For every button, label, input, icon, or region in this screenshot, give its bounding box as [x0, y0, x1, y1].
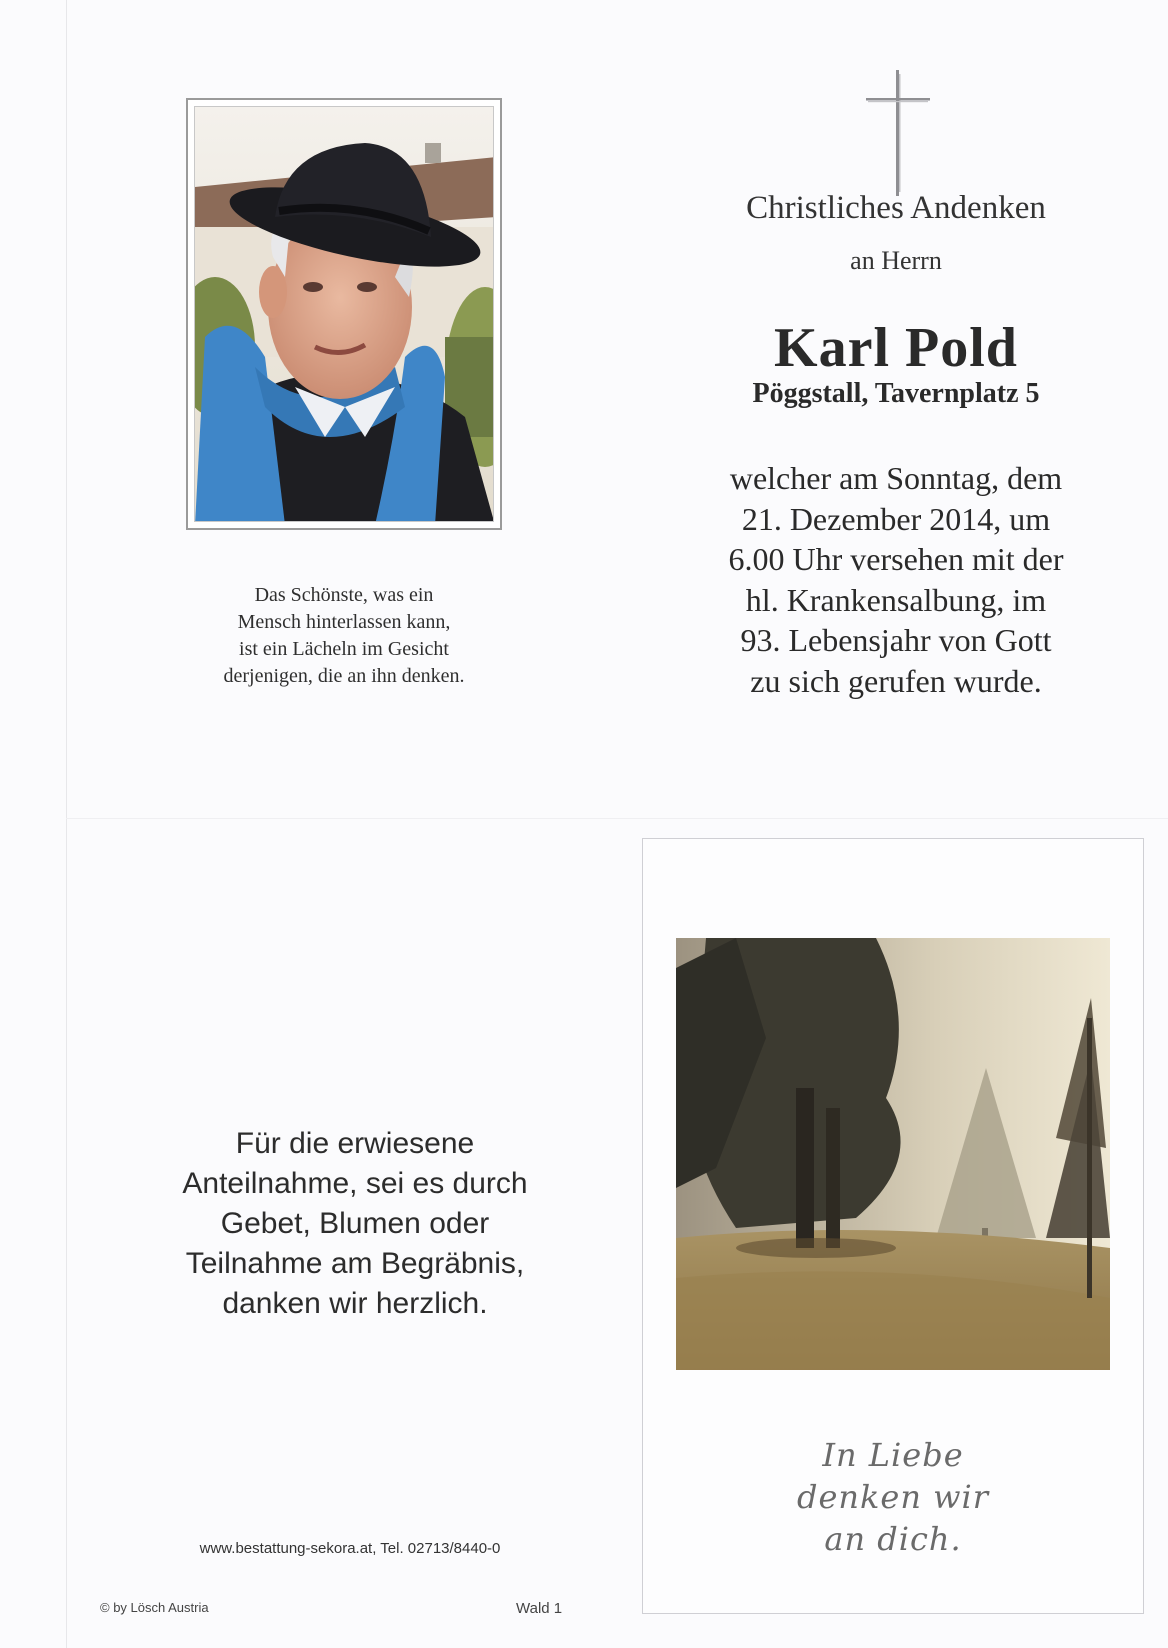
obituary-line: 21. Dezember 2014, um	[741, 500, 1051, 537]
thanks-line: Teilnahme am Begräbnis,	[185, 1247, 525, 1280]
quote-line: ist ein Lächeln im Gesicht	[239, 638, 449, 660]
obituary-text	[690, 458, 1102, 701]
portrait-frame	[186, 98, 502, 530]
obituary-line: hl. Krankensalbung, im	[745, 581, 1047, 618]
thanks-line: Gebet, Blumen oder	[220, 1207, 490, 1240]
deceased-address: Pöggstall, Tavernplatz 5	[752, 378, 1040, 409]
deceased-name: Karl Pold	[774, 317, 1018, 379]
script-line: denken wir	[796, 1478, 990, 1516]
cross-icon	[866, 70, 930, 196]
quote-line: Das Schönste, was ein	[254, 584, 434, 606]
forest-landscape-image	[676, 938, 1110, 1370]
memorial-heading: Christliches Andenken	[746, 190, 1046, 226]
memorial-subheading: an Herrn	[850, 246, 942, 275]
closing-script	[700, 1434, 1086, 1560]
script-line: In Liebe	[822, 1436, 964, 1474]
quote-line: derjenigen, die an ihn denken.	[223, 665, 465, 687]
portrait-illustration	[195, 107, 494, 522]
quote-line: Mensch hinterlassen kann,	[237, 611, 451, 633]
fold-line	[66, 818, 1168, 819]
portrait-photo	[194, 106, 494, 522]
obituary-line: zu sich gerufen wurde.	[750, 662, 1042, 699]
thanks-line: Für die erwiesene	[235, 1127, 475, 1160]
funeral-home-contact: www.bestattung-sekora.at, Tel. 02713/8440-0	[199, 1540, 501, 1557]
forest-illustration	[676, 938, 1110, 1370]
copyright-notice: © by Lösch Austria	[100, 1600, 209, 1615]
obituary-line: welcher am Sonntag, dem	[729, 460, 1063, 496]
thanks-line: Anteilnahme, sei es durch	[182, 1167, 528, 1200]
card-design-code: Wald 1	[516, 1600, 563, 1617]
thanks-line: danken wir herzlich.	[222, 1287, 488, 1320]
script-line: an dich.	[824, 1520, 962, 1558]
memorial-quote	[186, 582, 502, 690]
obituary-line: 6.00 Uhr versehen mit der	[728, 541, 1064, 577]
thanks-text	[140, 1124, 570, 1324]
scan-edge	[66, 0, 67, 1648]
obituary-line: 93. Lebensjahr von Gott	[740, 622, 1052, 658]
